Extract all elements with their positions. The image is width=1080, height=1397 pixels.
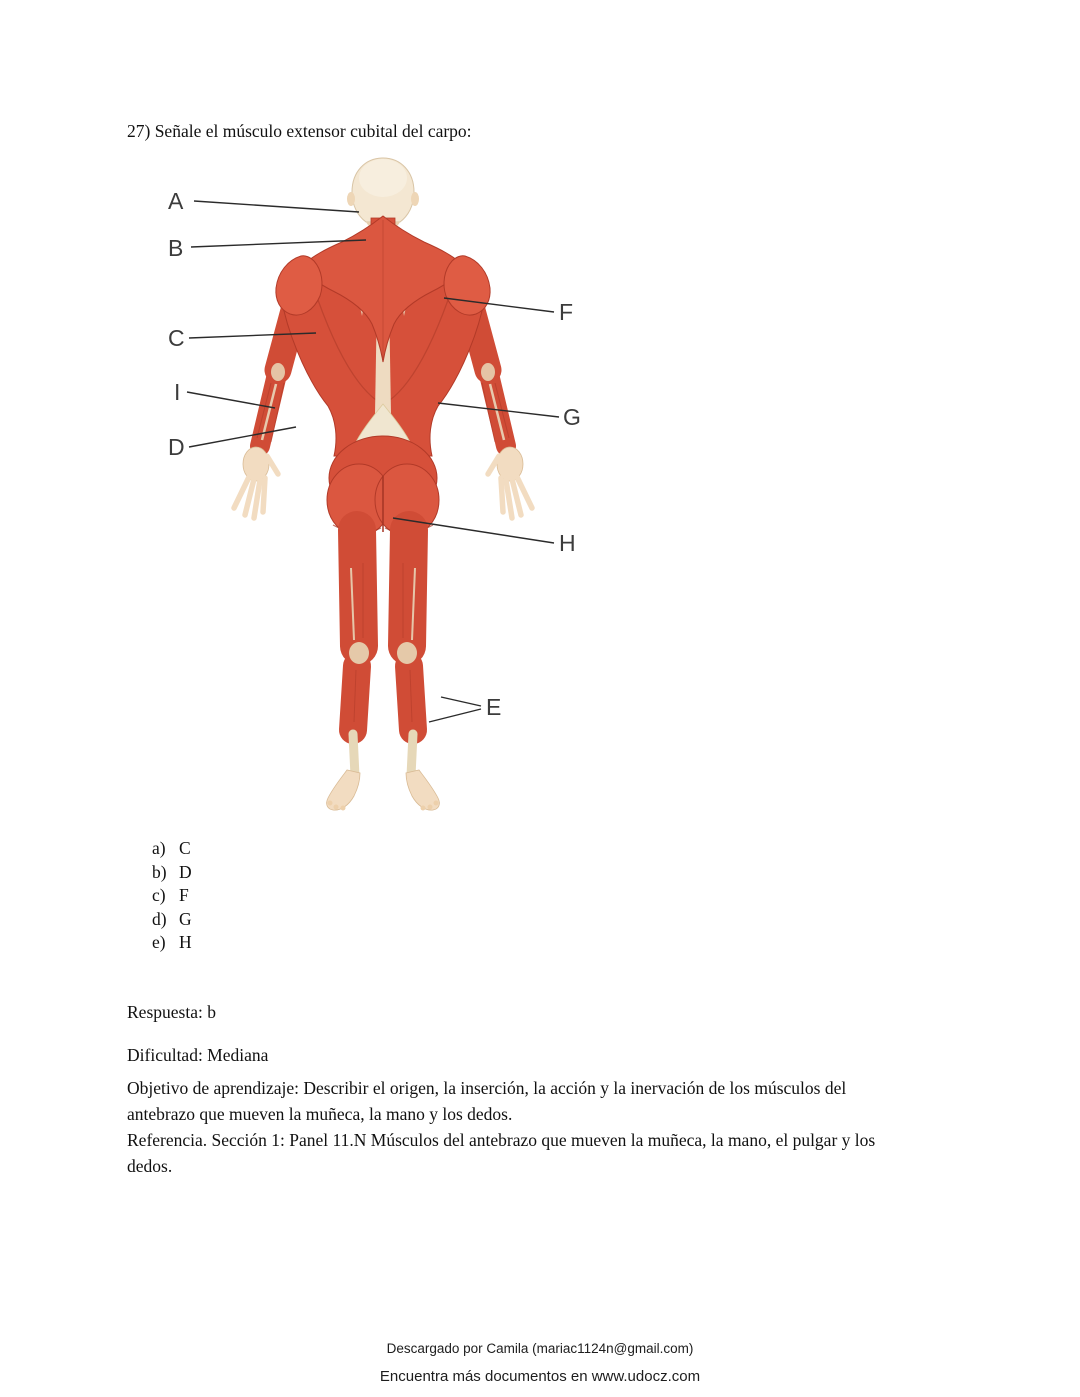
figure-label-g: G bbox=[563, 404, 581, 430]
option-c bbox=[152, 884, 192, 908]
option-a-key: a) bbox=[152, 838, 166, 858]
anatomy-figure-svg bbox=[150, 148, 590, 820]
figure-label-i: I bbox=[174, 379, 181, 405]
option-a-letter: C bbox=[179, 838, 191, 858]
question-text: 27) Señale el músculo extensor cubital del carpo: bbox=[127, 121, 472, 141]
difficulty-text: Dificultad: Mediana bbox=[127, 1045, 269, 1065]
feet bbox=[327, 770, 440, 811]
figure-label-c: C bbox=[168, 325, 185, 351]
option-e-letter: H bbox=[179, 932, 192, 952]
figure-label-b: B bbox=[168, 235, 184, 261]
option-c-key: c) bbox=[152, 885, 166, 905]
option-d bbox=[152, 908, 192, 932]
footer-site-link: Encuentra más documentos en www.udocz.com bbox=[379, 1368, 701, 1385]
option-e-key: e) bbox=[152, 932, 166, 952]
learning-objective-text: Objetivo de aprendizaje: Describir el origen, la inserción, la acción y la inervación de los músculos del antebrazo que mueven la muñeca, la mano y los dedos. bbox=[127, 1078, 847, 1124]
legs bbox=[349, 530, 417, 776]
anatomy-figure bbox=[150, 148, 590, 820]
option-b-key: b) bbox=[152, 861, 167, 882]
figure-label-e: E bbox=[486, 694, 502, 720]
figure-label-h: H bbox=[559, 530, 576, 556]
figure-label-d: D bbox=[168, 434, 185, 460]
option-d-key: d) bbox=[152, 908, 167, 929]
option-e bbox=[152, 931, 192, 955]
option-a bbox=[152, 837, 192, 861]
footer-downloaded-by: Descargado por Camila (mariac1124n@gmail.com) bbox=[386, 1341, 694, 1356]
answer-options bbox=[152, 837, 192, 955]
answer-text: Respuesta: b bbox=[127, 1002, 216, 1022]
reference-text: Referencia. Sección 1: Panel 11.N Músculos del antebrazo que mueven la muñeca, la mano, el pulgar y los dedos. bbox=[127, 1130, 876, 1176]
figure-label-f: F bbox=[559, 299, 574, 325]
option-b-letter: D bbox=[179, 861, 192, 882]
option-c-letter: F bbox=[179, 885, 189, 905]
option-b bbox=[152, 861, 192, 885]
figure-label-a: A bbox=[168, 188, 184, 214]
option-d-letter: G bbox=[179, 908, 192, 929]
